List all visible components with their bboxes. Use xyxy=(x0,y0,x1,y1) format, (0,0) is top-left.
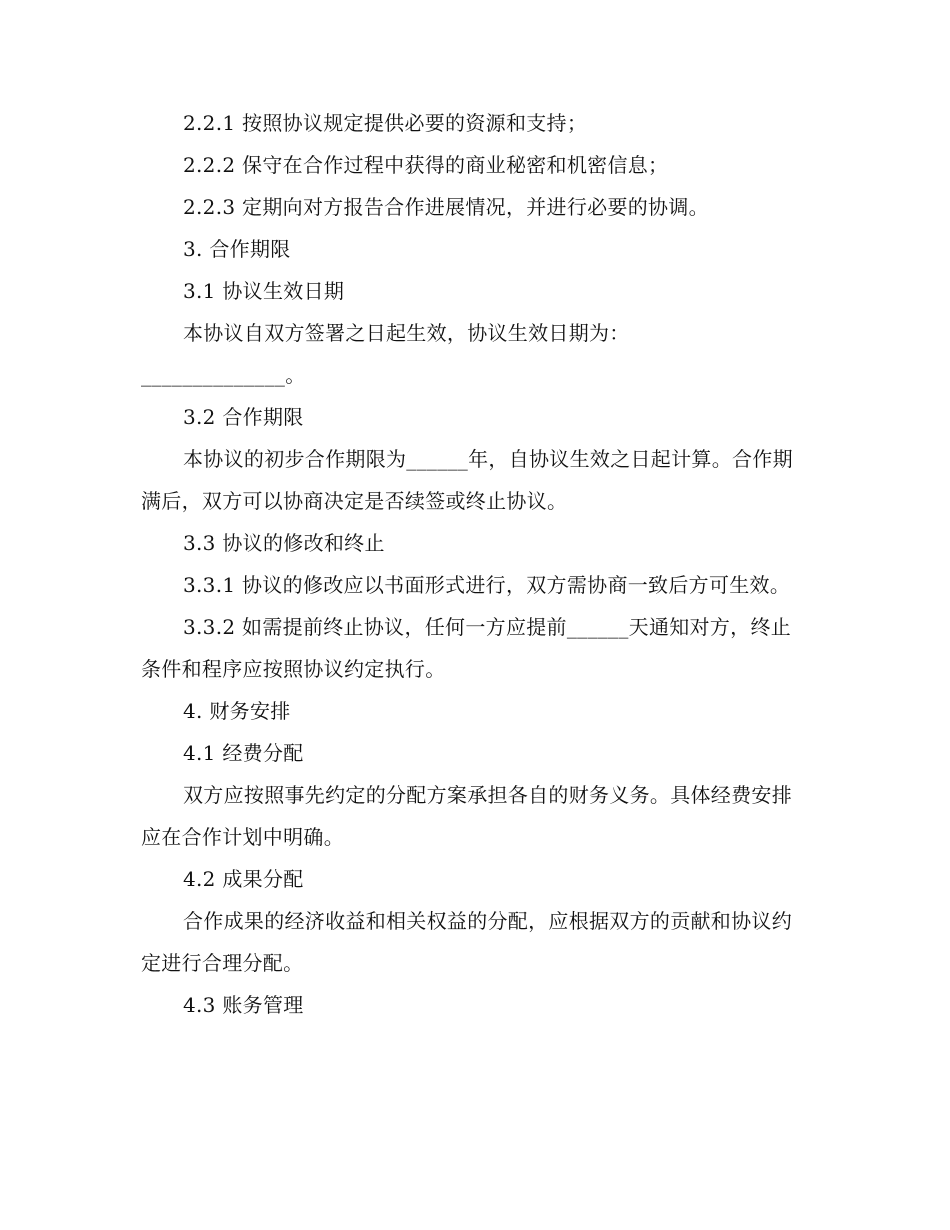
clause-3-3-heading: 3.3 协议的修改和终止 xyxy=(183,531,385,555)
clause-3-3-1: 3.3.1 协议的修改应以书面形式进行，双方需协商一致后方可生效。 xyxy=(183,573,791,597)
clause-4-2-text: 合作成果的经济收益和相关权益的分配，应根据双方的贡献和协议约定进行合理分配。 xyxy=(141,909,792,975)
effective-date-blank: ______________。 xyxy=(141,363,306,387)
clause-4-1-heading: 4.1 经费分配 xyxy=(183,741,304,765)
clause-4-1-text: 双方应按照事先约定的分配方案承担各自的财务义务。具体经费安排应在合作计划中明确。 xyxy=(141,783,792,849)
clause-4-2-heading: 4.2 成果分配 xyxy=(183,867,304,891)
section-3-heading: 3. 合作期限 xyxy=(183,237,291,261)
document-body xyxy=(141,102,801,1026)
clause-2-2-3: 2.2.3 定期向对方报告合作进展情况，并进行必要的协调。 xyxy=(183,195,709,219)
clause-3-2-heading: 3.2 合作期限 xyxy=(183,405,304,429)
clause-2-2-2: 2.2.2 保守在合作过程中获得的商业秘密和机密信息； xyxy=(183,153,669,177)
clause-3-1-heading: 3.1 协议生效日期 xyxy=(183,279,345,303)
clause-3-1-text: 本协议自双方签署之日起生效，协议生效日期为： xyxy=(183,321,630,345)
clause-4-3-heading: 4.3 账务管理 xyxy=(183,993,304,1017)
clause-3-3-2: 3.3.2 如需提前终止协议，任何一方应提前______天通知对方，终止条件和程序应按照协议约定执行。 xyxy=(141,615,792,681)
clause-2-2-1: 2.2.1 按照协议规定提供必要的资源和支持； xyxy=(183,111,588,135)
clause-3-2-text: 本协议的初步合作期限为______年，自协议生效之日起计算。合作期满后，双方可以协商决定是否续签或终止协议。 xyxy=(141,447,793,513)
section-4-heading: 4. 财务安排 xyxy=(183,699,291,723)
